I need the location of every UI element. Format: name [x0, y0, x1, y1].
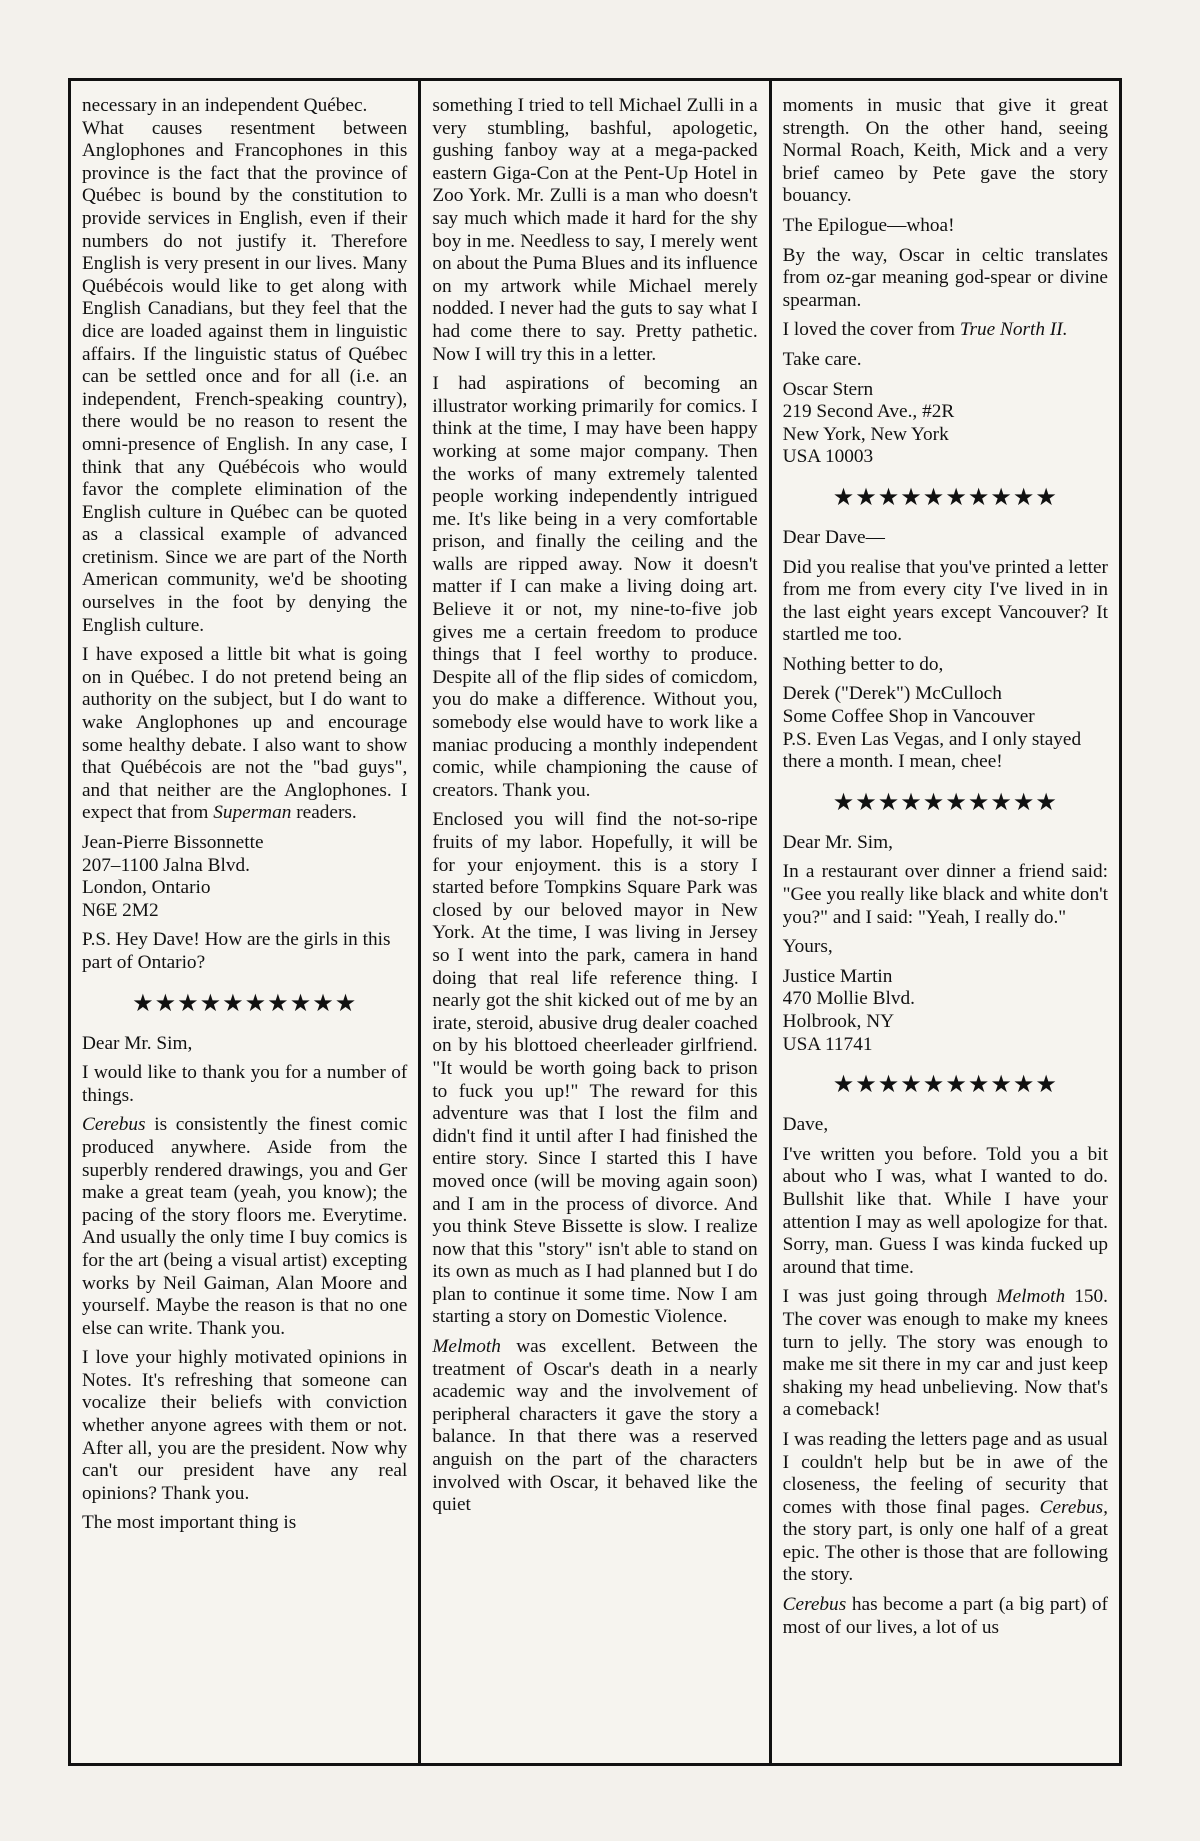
star-divider: ★★★★★★★★★★ — [832, 787, 1058, 816]
paragraph: The most important thing is — [82, 1512, 297, 1534]
paragraph: By the way, Oscar in celtic translates from oz-gar meaning god-spear or divine spearman. — [782, 244, 1108, 311]
signature-address: 219 Second Ave., #2R — [782, 401, 955, 423]
paragraph: Nothing better to do, — [782, 653, 944, 675]
paragraph: I loved the cover from True North II. — [782, 319, 1068, 341]
paragraph: necessary in an independent Québec. — [82, 95, 368, 116]
paragraph: What causes resentment between Anglophones and Francophones in this province is the fact that the province of Québec is bound by the constitution to provide services in English, even if their numbers do not justify it. Therefore English is very present in our lives. Many Québécois would like to get along with English Canadians, but they feel that the dice are loaded against them in linguistic affairs. If the linguistic status of Québec can be settled once and for all (i.e. an independent, French-speaking country), there would be no reason to resent the omni-presence of English. In any case, I think that any Québécois who would favor the complete elimination of the English culture in Québec can be quoted as a classical example of advanced cretinism. Since we are part of the North American community, we'd be shooting ourselves in the foot by denying the English culture. — [82, 117, 408, 636]
signature-name: Oscar Stern — [782, 378, 874, 400]
paragraph: I would like to thank you for a number of things. — [82, 1062, 408, 1106]
signature-block — [783, 966, 1108, 1056]
paragraph: I have exposed a little bit what is going on in Québec. I do not pretend being an authority on the subject, but I do want to wake Anglophones up and encourage some healthy debate. I also want to show that Québécois are not the "bad guys", and that neither are the Anglophones. I expect that from Superman readers. — [82, 644, 408, 824]
signature-name: Jean-Pierre Bissonnette — [82, 832, 264, 853]
signature-address: 470 Mollie Blvd. — [782, 988, 915, 1010]
salutation: Dear Dave— — [782, 526, 885, 548]
signature-postal: USA 11741 — [782, 1033, 873, 1055]
signature-address: Some Coffee Shop in Vancouver — [782, 706, 1035, 728]
salutation: Dear Mr. Sim, — [82, 1032, 193, 1054]
signature-block — [82, 832, 407, 922]
paragraph: Cerebus is consistently the finest comic produced anywhere. Aside from the superbly rendered drawings, you and Ger make a great team (yeah, you know); the pacing of the story floors me. Everytime. And usually the only time I buy comics is for the art (being a visual artist) excepting works by Neil Gaiman, Alan Moore and yourself. Maybe the reason is that no one else can write. Thank you. — [82, 1114, 408, 1339]
paragraph: Melmoth was excellent. Between the treatment of Oscar's death in a nearly academic way and the involvement of peripheral characters it gave the story a balance. In that there was a reserved anguish on the part of the characters involved with Oscar, it behaved like the quiet — [432, 1336, 758, 1516]
signature-city: London, Ontario — [82, 877, 211, 899]
column-3 — [769, 81, 1119, 1763]
paragraph: something I tried to tell Michael Zulli in a very stumbling, bashful, apologetic, gushing fanboy way at a mega-packed eastern Giga-Con at the Pent-Up Hotel in Zoo York. Mr. Zulli is a man who doesn't say much which made it hard for the shy boy in me. Needless to say, I merely went on about the Puma Blues and its influence on my artwork while Michael merely nodded. I never had the guts to say what I had come there to say. Pretty pathetic. Now I will try this in a letter. — [432, 95, 758, 365]
signature-postal: USA 10003 — [782, 446, 874, 468]
letters-page — [68, 78, 1122, 1766]
postscript: P.S. Even Las Vegas, and I only stayed there a month. I mean, chee! — [782, 728, 1082, 773]
signature-name: Justice Martin — [782, 965, 893, 987]
paragraph: Did you realise that you've printed a letter from me from every city I've lived in in the last eight years except Vancouver? It startled me too. — [782, 556, 1108, 646]
star-divider: ★★★★★★★★★★ — [132, 988, 358, 1017]
paragraph: I've written you before. Told you a bit about who I was, what I wanted to do. Bullshit like that. While I have your attention I may as well apologize for that. Sorry, man. Guess I was kinda fucked up around that time. — [782, 1143, 1108, 1278]
paragraph: Cerebus has become a part (a big part) of most of our lives, a lot of us — [782, 1594, 1108, 1638]
postscript: P.S. Hey Dave! How are the girls in this part of Ontario? — [82, 929, 391, 973]
paragraph: I had aspirations of becoming an illustrator working primarily for comics. I think at the time, I may have been happy working at some major company. Then the works of many extremely talented people working independently intrigued me. It's like being in a very comfortable prison, and finally the ceiling and the walls are ripped away. Now it doesn't matter if I can make a living doing art. Believe it or not, my nine-to-five job gives me a certain freedom to produce things that I feel worthy to produce. Despite all of the flip sides of comicdom, you do make a difference. Without you, somebody else would have to work like a maniac producing a monthly independent comic, while championing the cause of creators. Thank you. — [432, 373, 758, 801]
paragraph: The Epilogue—whoa! — [782, 214, 955, 236]
column-2 — [418, 81, 768, 1763]
salutation: Dear Mr. Sim, — [782, 831, 893, 853]
paragraph: I was just going through Melmoth 150. The cover was enough to make my knees turn to jelly. The story was enough to make me sit there in my car and just keep shaking my head unbelieving. Now that's a comeback! — [782, 1286, 1108, 1421]
paragraph: I love your highly motivated opinions in Notes. It's refreshing that someone can vocalize their beliefs with conviction whether anyone agrees with them or not. After all, you are the president. Now why can't our president have any real opinions? Thank you. — [82, 1347, 408, 1504]
paragraph: In a restaurant over dinner a friend said: "Gee you really like black and white don't you?" and I said: "Yeah, I really do." — [782, 861, 1108, 928]
paragraph: Enclosed you will find the not-so-ripe fruits of my labor. Hopefully, it will be for your enjoyment. this is a story I started before Tompkins Square Park was closed by our beloved mayor in New York. At the time, I was living in Jersey so I went into the park, camera in hand doing that real life reference thing. I nearly got the shit kicked out of me by an irate, steroid, abusive drug dealer coached on by his blottoed cheerleader girlfriend. "It would be worth going back to prison to fuck you up!" The reward for this adventure was that I lost the film and didn't find it until after I had finished the entire story. Since I started this I have moved once (will be moving again soon) and I am in the process of divorce. And you think Steve Bissette is slow. I realize now that this "story" isn't able to stand on its own as much as I had planned but I do plan to continue it some time. Now I am starting a story on Domestic Violence. — [432, 809, 758, 1328]
paragraph: Yours, — [782, 936, 833, 958]
signature-block — [783, 379, 1108, 469]
signature-block — [783, 683, 1108, 773]
signature-name: Derek ("Derek") McCulloch — [782, 683, 1002, 705]
paragraph: Take care. — [782, 348, 862, 370]
paragraph: I was reading the letters page and as usual I couldn't help but be in awe of the closeness, the feeling of security that comes with those final pages. Cerebus, the story part, is only one half of a great epic. The other is those that are following the story. — [782, 1428, 1108, 1586]
column-1 — [71, 81, 418, 1763]
signature-city: New York, New York — [782, 423, 949, 445]
paragraph: moments in music that give it great strength. On the other hand, seeing Normal Roach, Keith, Mick and a very brief cameo by Pete gave the story bouancy. — [782, 95, 1108, 207]
signature-address: 207–1100 Jalna Blvd. — [82, 854, 250, 876]
salutation: Dave, — [782, 1114, 829, 1136]
signature-city: Holbrook, NY — [782, 1011, 895, 1032]
star-divider: ★★★★★★★★★★ — [832, 1070, 1058, 1099]
signature-postal: N6E 2M2 — [82, 899, 159, 921]
star-divider: ★★★★★★★★★★ — [832, 482, 1058, 511]
